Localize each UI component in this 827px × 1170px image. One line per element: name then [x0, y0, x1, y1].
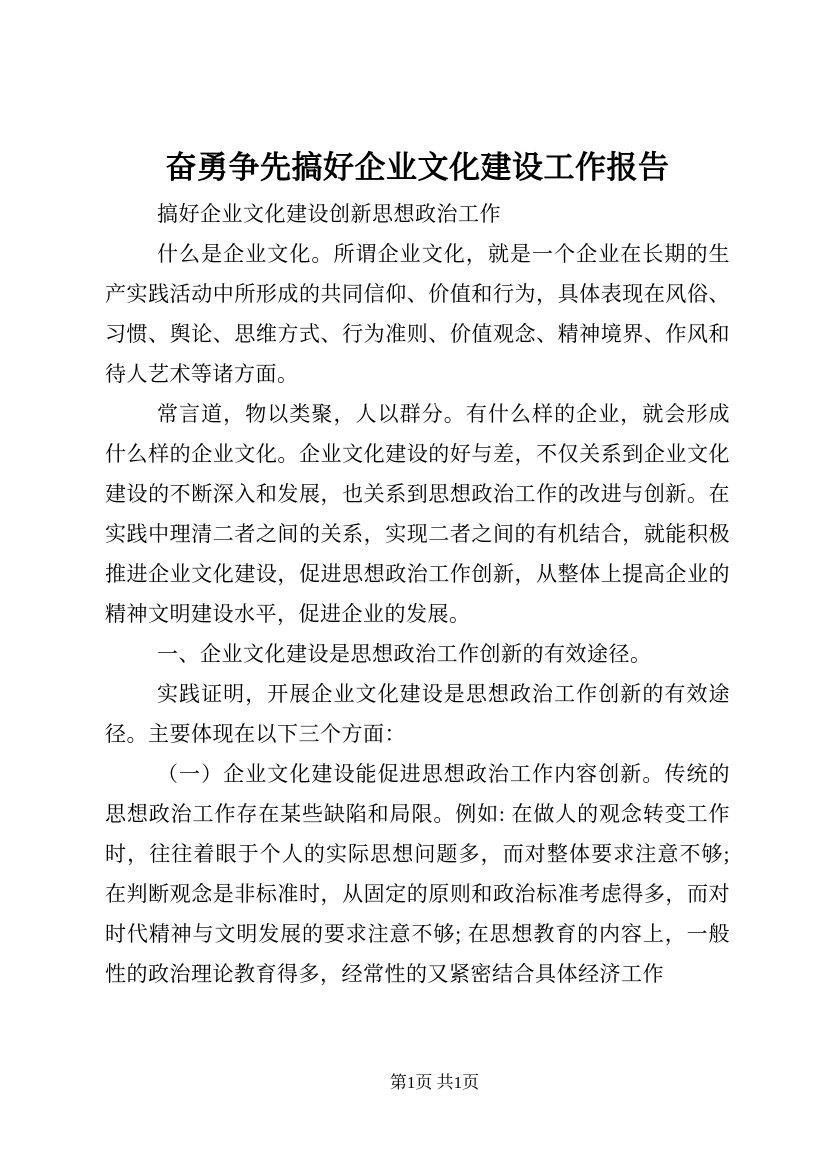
- paragraph-subtitle: 搞好企业文化建设创新思想政治工作: [157, 202, 501, 226]
- paragraph-common-saying: 常言道，物以类聚，人以群分。有什么样的企业，就会形成什么样的企业文化。企业文化建设的好与差，不仅关系到企业文化建设的不断深入和发展，也关系到思想政治工作的改进与创新。在实践中理清二者之间的关系，实现二者之间的有机结合，就能积极推进企业文化建设，促进思想政治工作创新，从整体上提高企业的精神文明建设水平，促进企业的发展。: [105, 402, 730, 626]
- paragraph-section-one-heading: 一、企业文化建设是思想政治工作创新的有效途径。: [157, 642, 652, 666]
- paragraph-what-is-corporate-culture: 什么是企业文化。所谓企业文化，就是一个企业在长期的生产实践活动中所形成的共同信仰、价值和行为，具体表现在风俗、习惯、舆论、思维方式、行为准则、价值观念、精神境界、作风和待人艺术等诸方面。: [105, 242, 730, 386]
- document-content: [105, 148, 730, 994]
- paragraph-practice-proves: 实践证明，开展企业文化建设是思想政治工作创新的有效途径。主要体现在以下三个方面：: [105, 682, 730, 746]
- paragraph-point-one: （一）企业文化建设能促进思想政治工作内容创新。传统的思想政治工作存在某些缺陷和局限。例如: 在做人的观念转变工作时，往往着眼于个人的实际思想问题多，而对整体要求注意不够; 在判断观念是非标准时，从固定的原则和政治标准考虑得多，而对时代精神与文明发展的要求注意不够; 在思想教育的内容上，一般性的政治理论教育得多，经常性的又紧密结合具体经济工作: [105, 762, 730, 986]
- document-title: 奋勇争先搞好企业文化建设工作报告: [165, 150, 670, 185]
- page-footer: [42, 1072, 827, 1094]
- page-number: 第1页 共1页: [389, 1073, 480, 1092]
